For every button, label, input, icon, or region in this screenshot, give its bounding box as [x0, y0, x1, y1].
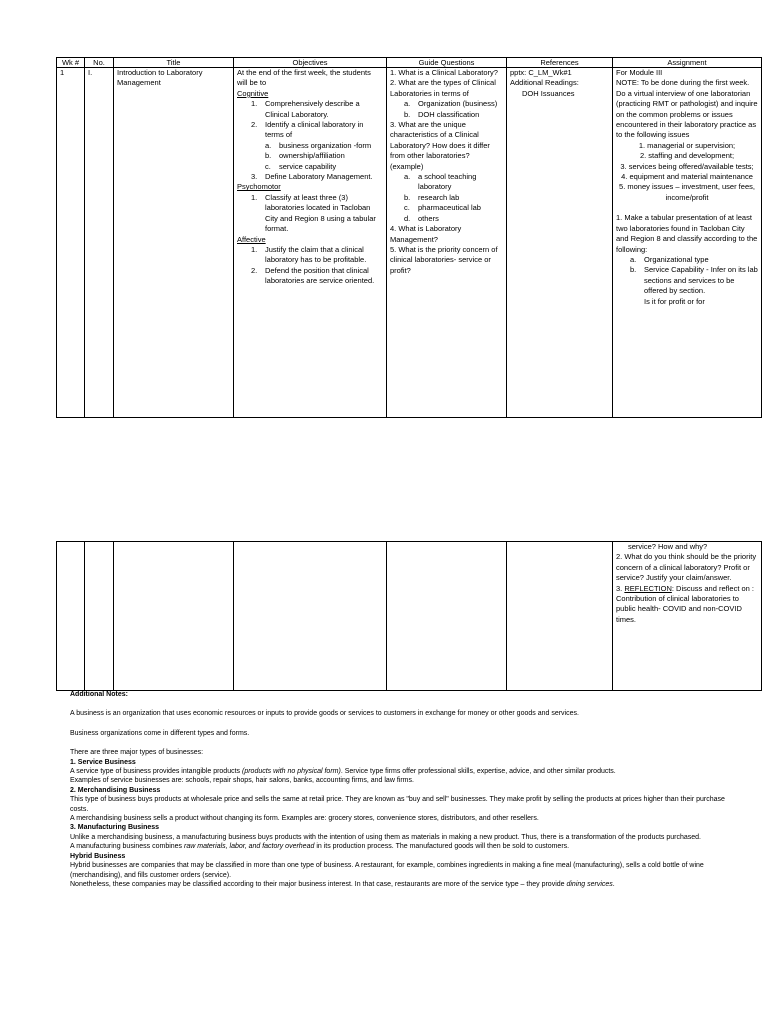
list-item: 3. services being offered/available tests; [620, 161, 754, 171]
cell-objectives [234, 68, 387, 418]
cell-no: I. [85, 68, 114, 418]
assignment-intro: Do a virtual interview of one laboratorian (practicing RMT or pathologist) and inquire on the common problems or issues encountered in their laboratory practice as to the following issues [616, 88, 758, 140]
cell-objectives-empty [234, 542, 387, 691]
curriculum-table [56, 57, 762, 418]
guide-q1: 1. What is a Clinical Laboratory? [390, 68, 498, 77]
assignment-task1: 1. Make a tabular presentation of at least two laboratories found in Tacloban City and Region 8 and classify according to the following: [616, 213, 758, 254]
list-item: 3. Define Laboratory Management. [251, 172, 373, 182]
reference-additional: Additional Readings: [510, 78, 579, 88]
guide-q3: 3. What are the unique characteristics of a Clinical Laboratory? How does it differ from other laboratories? (example) [390, 120, 490, 171]
cell-references [507, 68, 613, 418]
cell-assignment-continued [613, 542, 762, 691]
assignment-task3: 3. REFLECTION: Discuss and reflect on : Contribution of clinical laboratories to public health- COVID and non-COVID times. [616, 583, 754, 624]
cell-no-empty [85, 542, 114, 691]
list-item: a. business organization -form [265, 140, 372, 150]
notes-p2: Business organizations come in different types and forms. [70, 729, 250, 737]
cell-guide-questions [387, 68, 507, 418]
table-header-row [57, 58, 762, 68]
notes-s4b: Nonetheless, these companies may be classified according to their major business interest. In that case, restaurants are more of the service type – they provide dining services. [70, 880, 615, 888]
reference-doh: DOH Issuances [522, 88, 575, 98]
assignment-task2: 2. What do you think should be the priority concern of a clinical laboratory? Profit or service? Justify your claim/answer. [616, 552, 757, 583]
table-row [57, 68, 762, 418]
curriculum-table-continued [56, 541, 762, 691]
notes-s3b: A manufacturing business combines raw materials, labor, and factory overhead in its production process. The manufactured goods will then be sold to customers. [70, 843, 570, 851]
notes-heading: Additional Notes: [70, 691, 128, 698]
cell-wk-empty [57, 542, 85, 691]
cell-title-empty [114, 542, 234, 691]
list-item: d. others [404, 213, 439, 223]
header-objectives: Objectives [234, 58, 387, 68]
list-item: 2. staffing and development; [639, 151, 735, 161]
list-item: a. Organization (business) [404, 99, 498, 109]
merchandising-business-title: 2. Merchandising Business [70, 786, 161, 794]
notes-s2a: This type of business buys products at wholesale price and sells the same at retail price. They are known as "buy and sell" businesses. They make profit by selling the products at prices higher than their purchase costs. [70, 796, 725, 813]
cell-title: Introduction to Laboratory Management [114, 68, 234, 418]
header-wk: Wk # [57, 58, 85, 68]
list-item: b. research lab [404, 192, 460, 202]
manufacturing-business-title: 3. Manufacturing Business [70, 824, 160, 832]
hybrid-business-title: Hybrid Business [70, 852, 126, 860]
affective-label: Affective [237, 234, 266, 244]
header-no: No. [85, 58, 114, 68]
notes-s2b: A merchandising business sells a product without changing its form. Examples are: grocery stores, convenience stores, distributors, and other resellers. [70, 815, 539, 823]
header-assignment: Assignment [613, 58, 762, 68]
notes-p1: A business is an organization that uses economic resources or inputs to provide goods or services to customers in exchange for money or other goods and services. [70, 710, 579, 718]
list-item: b. DOH classification [404, 109, 480, 119]
list-item: 1. Comprehensively describe a Clinical Laboratory. [251, 99, 360, 119]
list-item: 5. money issues – investment, user fees, income/profit [619, 182, 755, 202]
cognitive-label: Cognitive [237, 88, 269, 98]
notes-p3: There are three major types of businesses: [70, 749, 204, 757]
list-item: b. ownership/affiliation [265, 151, 345, 161]
assignment-module: For Module III [616, 68, 663, 77]
list-item: 4. equipment and material maintenance [621, 172, 753, 182]
guide-q5: 5. What is the priority concern of clinical laboratories- service or profit? [390, 244, 498, 275]
assignment-task1-tail: Is it for profit or for [644, 296, 705, 306]
guide-q2: 2. What are the types of Clinical Laboratories in terms of [390, 78, 496, 98]
list-item: c. pharmaceutical lab [404, 203, 481, 213]
list-item: 1. Classify at least three (3) laboratories located in Tacloban City and Region 8 using a tabular format. [251, 192, 376, 234]
psychomotor-label: Psychomotor [237, 182, 281, 192]
header-guide-questions: Guide Questions [387, 58, 507, 68]
cell-guide-empty [387, 542, 507, 691]
list-item: 1. Justify the claim that a clinical laboratory has to be profitable. [251, 244, 367, 265]
cell-references-empty [507, 542, 613, 691]
notes-s1b: Examples of service businesses are: schools, repair shops, hair salons, banks, accounting firms, and law firms. [70, 777, 414, 785]
objectives-intro: At the end of the first week, the students will be to [237, 68, 371, 88]
cell-wk: 1 [57, 68, 85, 418]
list-item: 2. Defend the position that clinical laboratories are service oriented. [251, 265, 375, 286]
reference-pptx: pptx: C_LM_Wk#1 [510, 68, 572, 77]
notes-s4a: Hybrid businesses are companies that may be classified in more than one type of business. A restaurant, for example, combines ingredients in making a fine meal (manufacturing), sells a cold bottle of wine (merchandising), and fills customer orders (service). [70, 862, 704, 879]
reflection-label: REFLECTION [624, 583, 672, 593]
guide-q4: 4. What is Laboratory Management? [390, 224, 462, 244]
cell-assignment [613, 68, 762, 418]
notes-s1a: A service type of business provides intangible products (products with no physical form). Service type firms offer professional skills, expertise, advice, and other similar products. [70, 768, 616, 776]
additional-notes [70, 690, 736, 889]
list-item: a. a school teaching laboratory [404, 172, 477, 192]
header-title: Title [114, 58, 234, 68]
service-business-title: 1. Service Business [70, 758, 136, 766]
list-item: 2. Identify a clinical laboratory in terms of [251, 120, 364, 140]
assignment-cont: service? How and why? [628, 542, 708, 551]
list-item: c. service capability [265, 161, 337, 171]
header-references: References [507, 58, 613, 68]
assignment-note: NOTE: To be done during the first week. [616, 78, 750, 88]
list-item: 1. managerial or supervision; [638, 140, 736, 150]
list-item: b. Service Capability - Infer on its lab sections and services to be offered by section. [630, 265, 758, 296]
notes-s3a: Unlike a merchandising business, a manufacturing business buys products with the intention of using them as materials in making a new product. Thus, there is a transformation of the products purchased. [70, 833, 701, 841]
table-row [57, 542, 762, 691]
list-item: a. Organizational type [630, 254, 709, 264]
